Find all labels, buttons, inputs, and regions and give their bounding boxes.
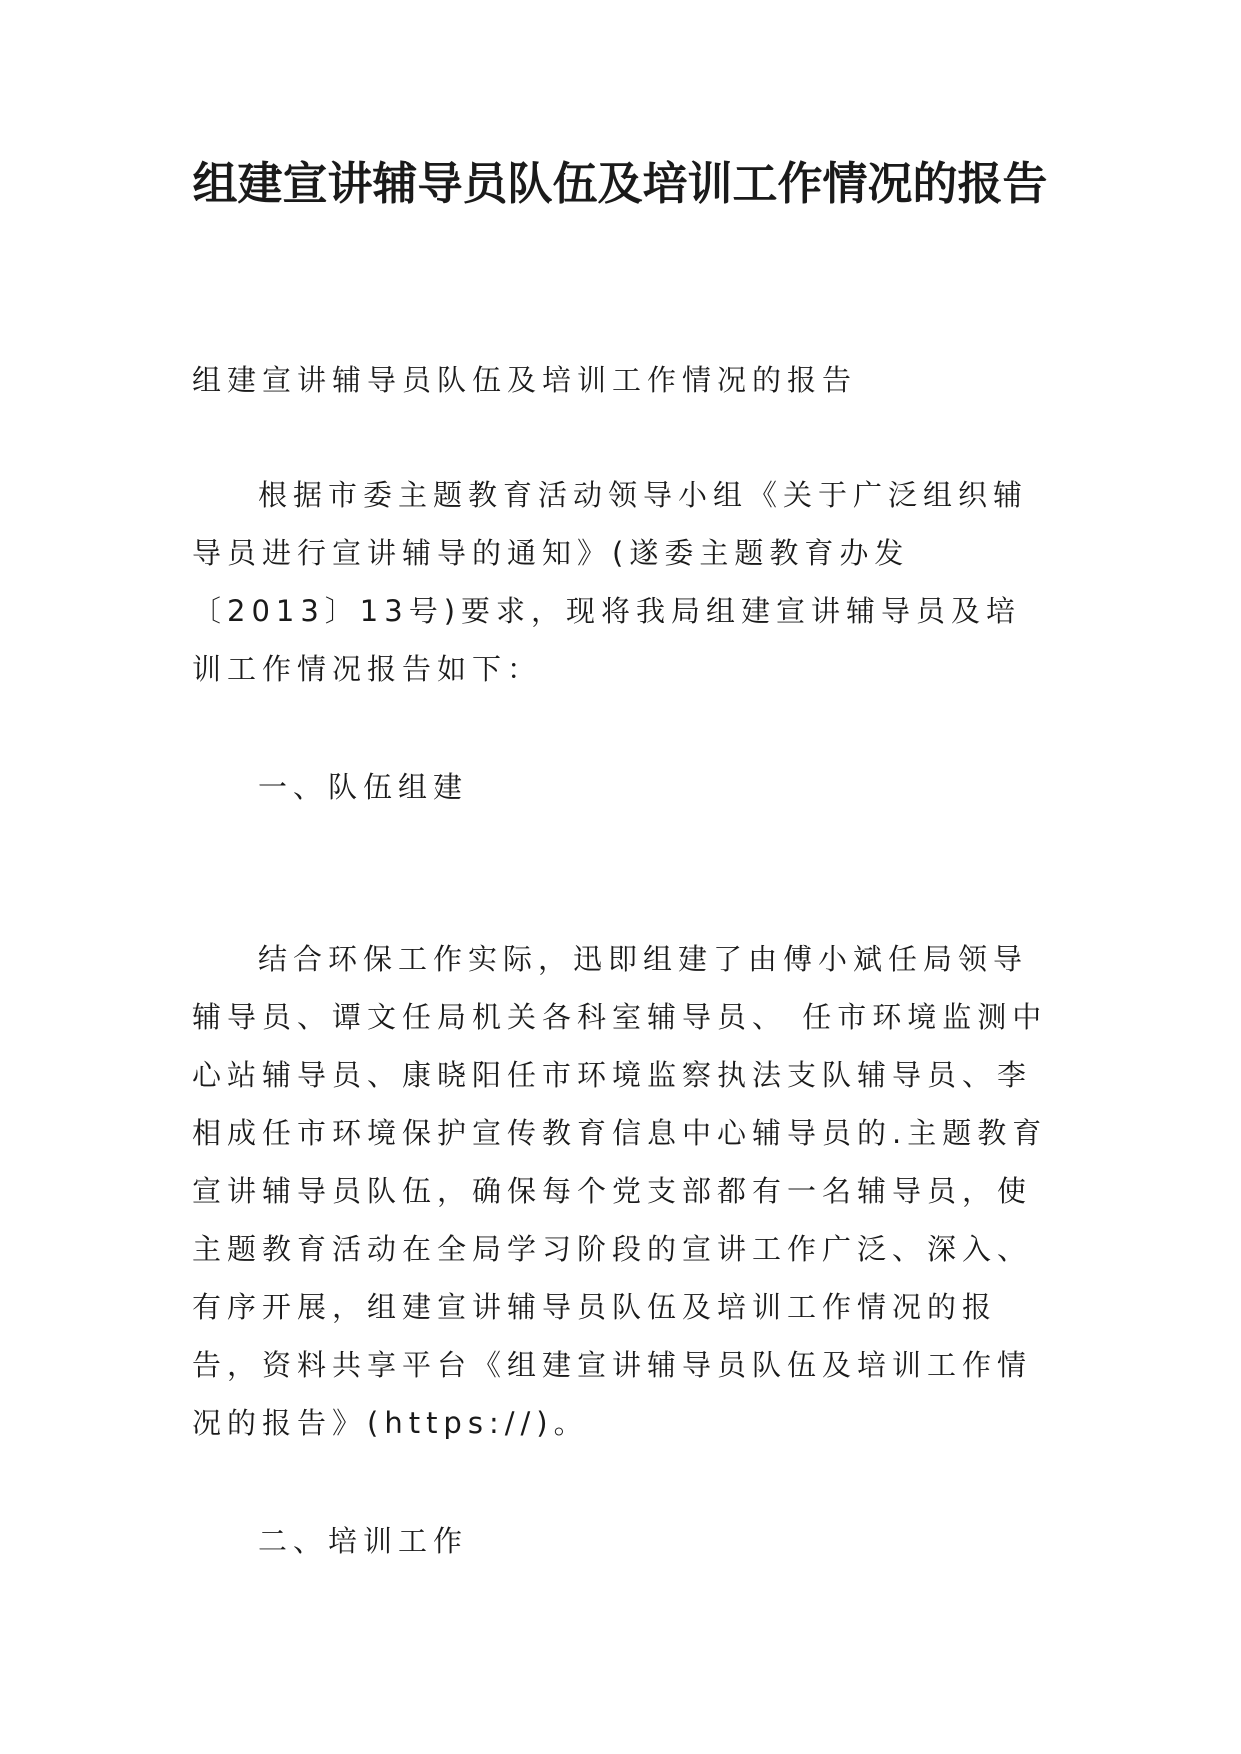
paragraph-intro: 根据市委主题教育活动领导小组《关于广泛组织辅导员进行宣讲辅导的通知》(遂委主题教育办发〔2013〕13号)要求，现将我局组建宣讲辅导员及培训工作情况报告如下： [192,478,1029,686]
section-heading-team-building: 一、队伍组建 [258,770,469,804]
section-heading-training: 二、培训工作 [258,1524,469,1558]
document-title: 组建宣讲辅导员队伍及培训工作情况的报告 [192,157,1048,210]
paragraph-team-building: 结合环保工作实际，迅即组建了由傅小斌任局领导辅导员、谭文任局机关各科室辅导员、 任市环境监测中心站辅导员、康晓阳任市环境监察执法支队辅导员、李相成任市环境保护宣传教育信息中心辅导员的.主题教育宣讲辅导员队伍，确保每个党支部都有一名辅导员，使主题教育活动在全局学习阶段的宣讲工作广泛、深入、有序开展，组建宣讲辅导员队伍及培训工作情况的报告，资料共享平台《组建宣讲辅导员队伍及培训工作情况的报告》(https://)。 [192,942,1048,1440]
document-subtitle: 组建宣讲辅导员队伍及培训工作情况的报告 [192,363,858,397]
